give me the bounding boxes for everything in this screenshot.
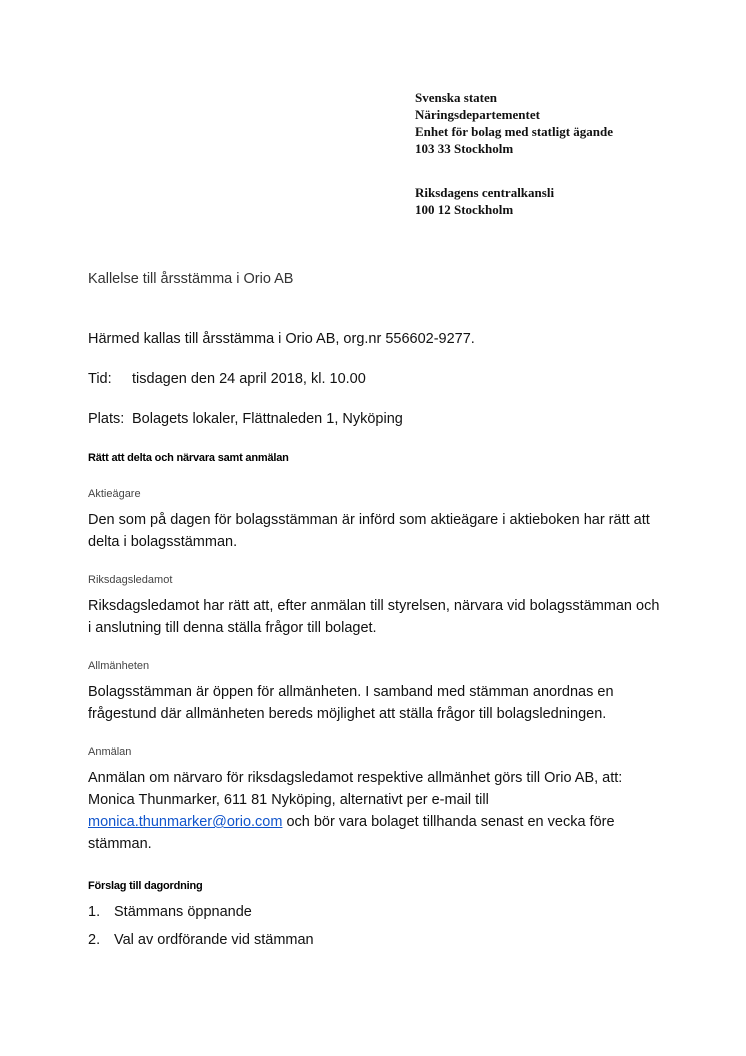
intro-text: Härmed kallas till årsstämma i Orio AB, org.nr 556602-9277. bbox=[88, 331, 475, 347]
address-line: 100 12 Stockholm bbox=[415, 202, 514, 217]
agenda-heading: Förslag till dagordning bbox=[88, 880, 203, 892]
section-label-aktieagare: Aktieägare bbox=[88, 488, 141, 500]
section-text-anmalan bbox=[88, 767, 668, 855]
meeting-place bbox=[88, 408, 403, 430]
text-line bbox=[88, 811, 668, 833]
place-label: Plats: bbox=[88, 411, 125, 427]
agenda-item-number: 1. bbox=[88, 904, 101, 920]
text-line: stämman. bbox=[88, 836, 152, 852]
text-line: frågestund där allmänheten bereds möjlighet att ställa frågor till bolagsledningen. bbox=[88, 706, 607, 722]
text-line: Bolagsstämman är öppen för allmänheten. I samband med stämman anordnas en bbox=[88, 684, 614, 700]
agenda-item-text: Stämmans öppnande bbox=[114, 904, 252, 920]
recipient-address-secondary bbox=[415, 184, 554, 218]
text-line: delta i bolagsstämman. bbox=[88, 534, 238, 550]
text-line: Anmälan om närvaro för riksdagsledamot respektive allmänhet görs till Orio AB, att: bbox=[88, 770, 623, 786]
document-title: Kallelse till årsstämma i Orio AB bbox=[88, 271, 294, 287]
section-label-riksdagsledamot: Riksdagsledamot bbox=[88, 574, 173, 586]
section-label-allmanheten: Allmänheten bbox=[88, 660, 150, 672]
section-label-anmalan: Anmälan bbox=[88, 746, 132, 758]
section-text-aktieagare bbox=[88, 509, 668, 553]
recipient-address-primary bbox=[415, 89, 613, 157]
agenda-item bbox=[88, 929, 314, 951]
address-line: Riksdagens centralkansli bbox=[415, 185, 555, 200]
text-line: Monica Thunmarker, 611 81 Nyköping, alternativt per e-mail till bbox=[88, 792, 489, 808]
time-label: Tid: bbox=[88, 371, 112, 387]
text-line: Den som på dagen för bolagsstämman är införd som aktieägare i aktieboken har rätt att bbox=[88, 512, 650, 528]
agenda-item-text: Val av ordförande vid stämman bbox=[114, 932, 314, 948]
meeting-time bbox=[88, 368, 366, 390]
agenda-item-number: 2. bbox=[88, 932, 101, 948]
address-line: Svenska staten bbox=[415, 90, 497, 105]
email-link[interactable]: monica.thunmarker@orio.com bbox=[88, 814, 283, 830]
place-value: Bolagets lokaler, Flättnaleden 1, Nyköping bbox=[132, 411, 403, 427]
section-text-allmanheten bbox=[88, 681, 668, 725]
address-line: 103 33 Stockholm bbox=[415, 141, 514, 156]
section-text-riksdagsledamot bbox=[88, 595, 668, 639]
text-line: Riksdagsledamot har rätt att, efter anmälan till styrelsen, närvara vid bolagsstämman och bbox=[88, 598, 660, 614]
text-fragment: och bör vara bolaget tillhanda senast en vecka före bbox=[282, 814, 615, 830]
time-value: tisdagen den 24 april 2018, kl. 10.00 bbox=[132, 371, 366, 387]
section-heading: Rätt att delta och närvara samt anmälan bbox=[88, 452, 289, 464]
agenda-item bbox=[88, 901, 252, 923]
address-line: Näringsdepartementet bbox=[415, 107, 540, 122]
text-line: i anslutning till denna ställa frågor till bolaget. bbox=[88, 620, 377, 636]
address-line: Enhet för bolag med statligt ägande bbox=[415, 124, 614, 139]
